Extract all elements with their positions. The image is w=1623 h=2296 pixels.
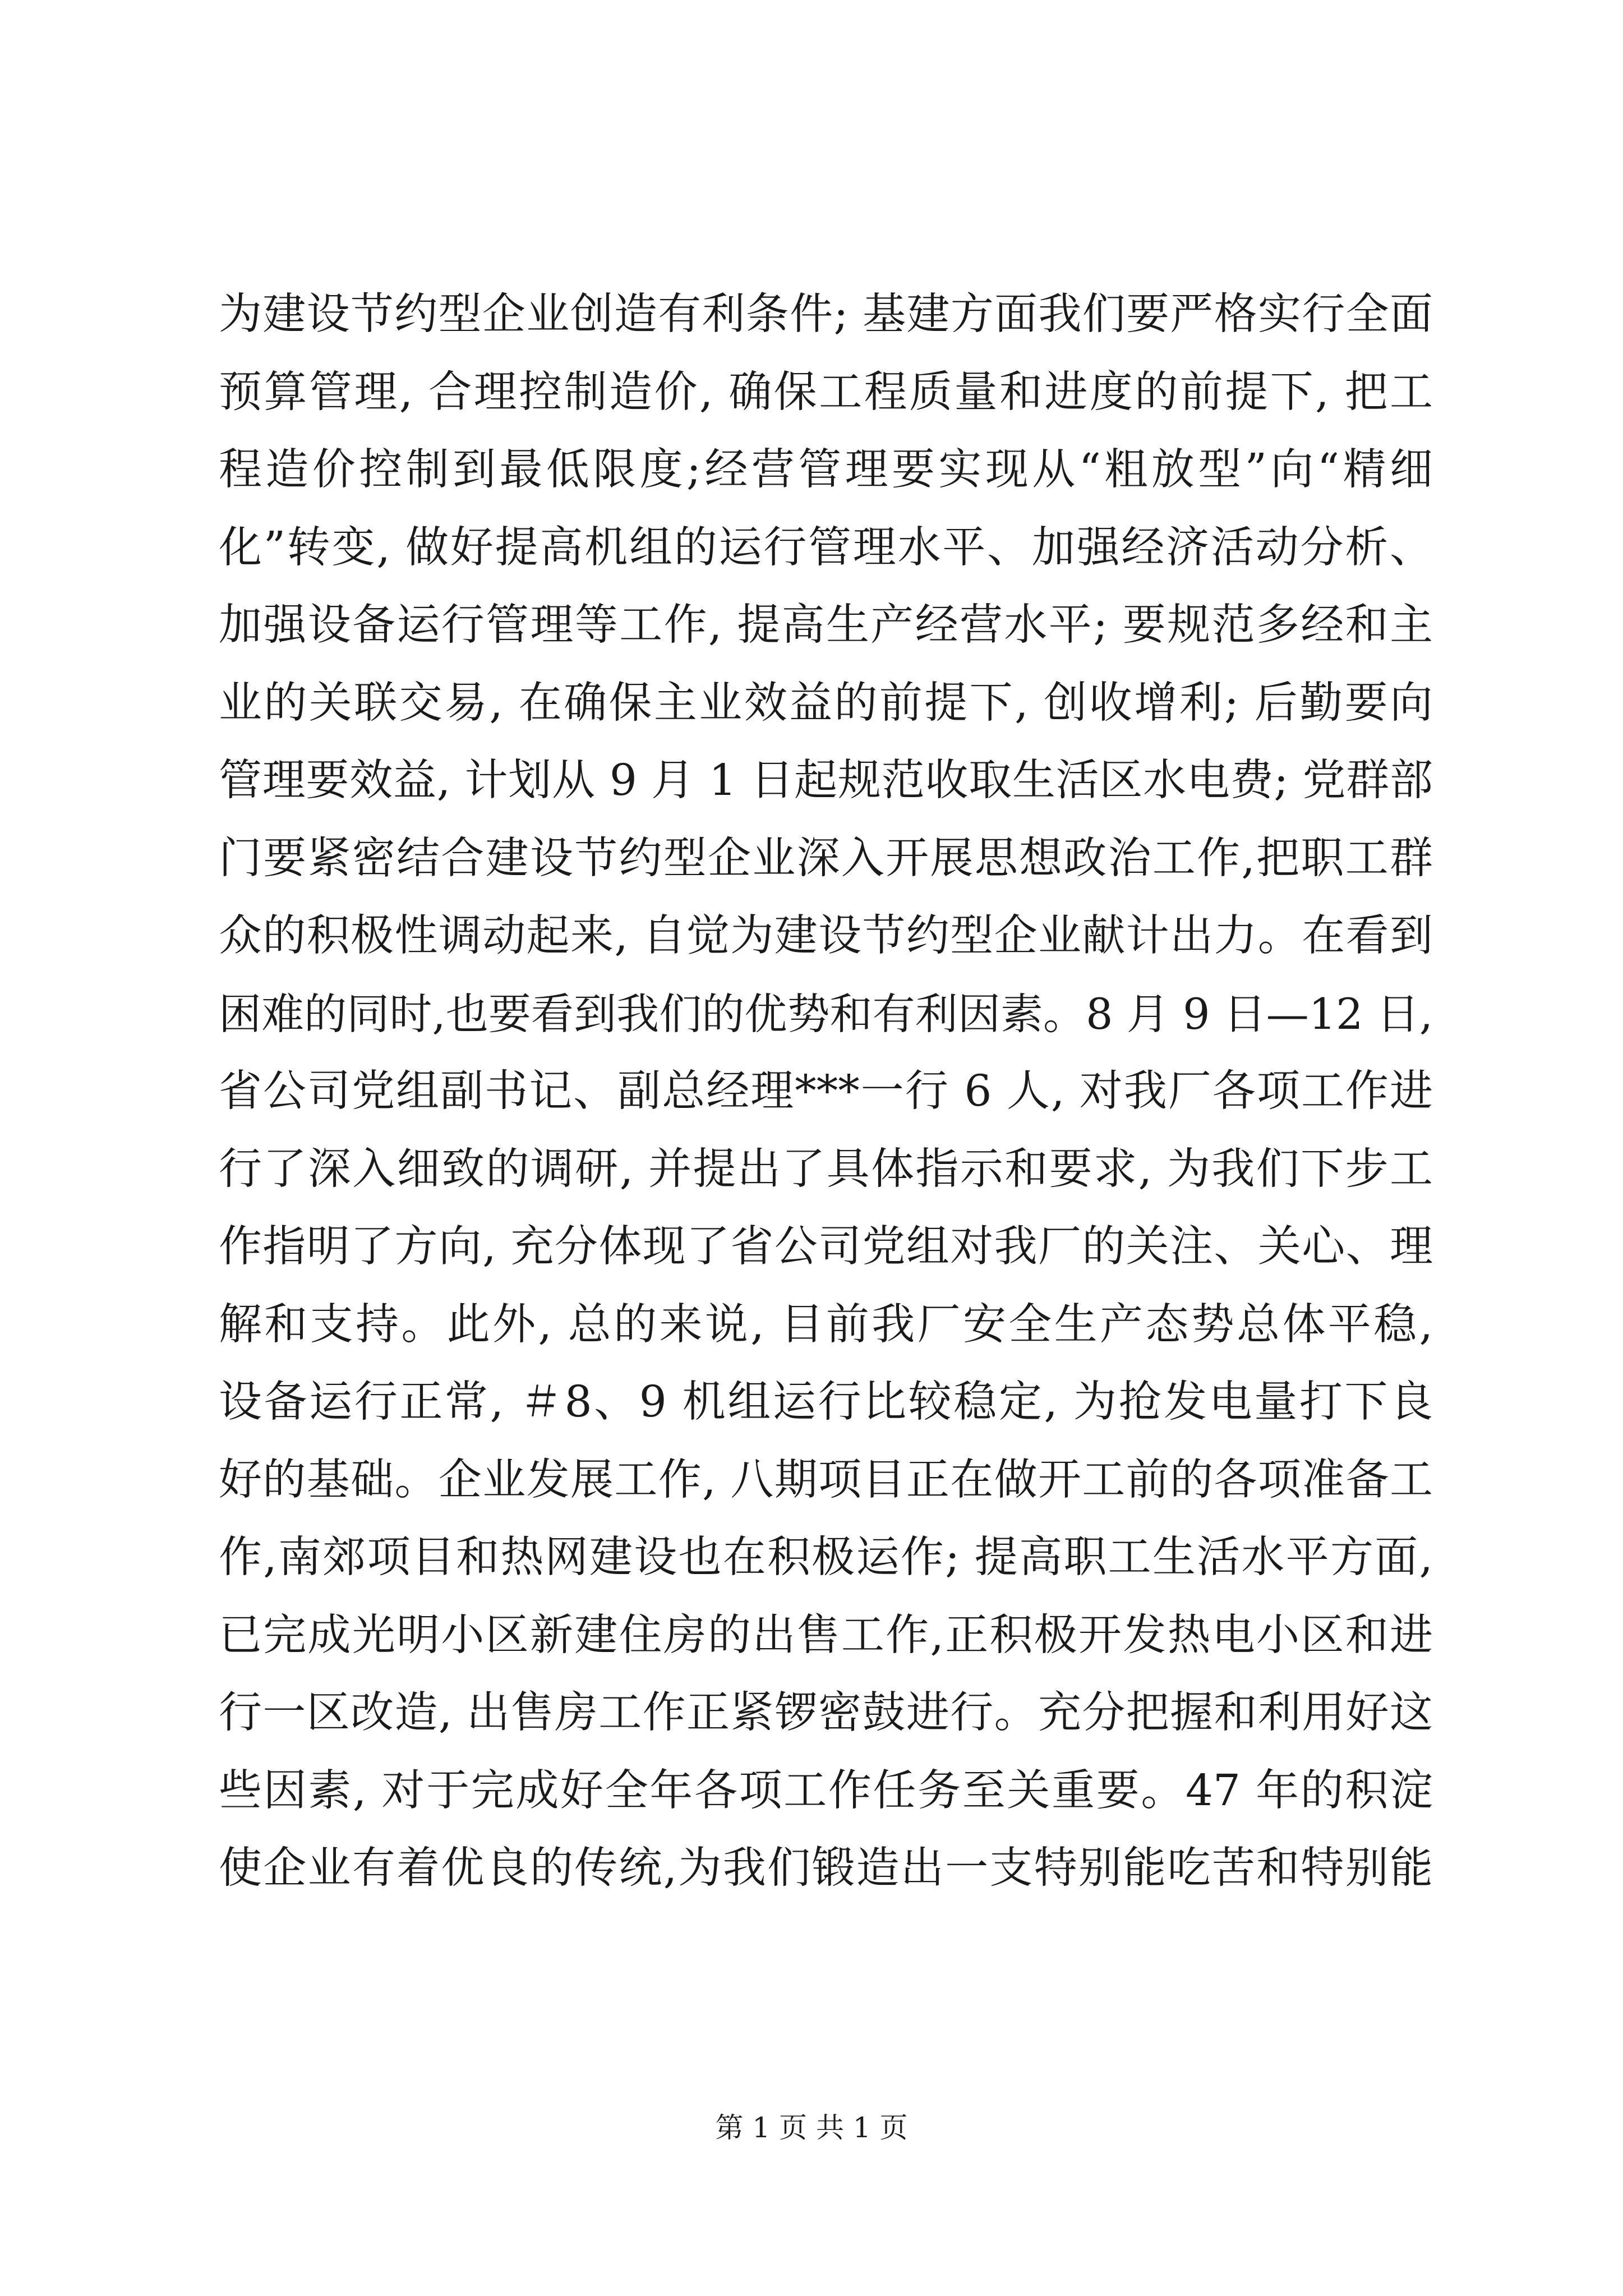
text-line: 为建设节约型企业创造有利条件; 基建方面我们要严格实行全面 [219, 289, 1433, 339]
text-line: 管理要效益, 计划从 9 月 1 日起规范收取生活区水电费; 党群部 [219, 756, 1433, 806]
text-line: 业的关联交易, 在确保主业效益的前提下, 创收增利; 后勤要向 [219, 678, 1433, 728]
text-line: 程造价控制到最低限度;经营管理要实现从“粗放型”向“精细 [219, 445, 1433, 495]
text-line: 作指明了方向, 充分体现了省公司党组对我厂的关注、关心、理 [219, 1222, 1433, 1272]
text-line: 行一区改造, 出售房工作正紧锣密鼓进行。充分把握和利用好这 [219, 1688, 1433, 1738]
text-line: 加强设备运行管理等工作, 提高生产经营水平; 要规范多经和主 [219, 600, 1433, 650]
text-line: 预算管理, 合理控制造价, 确保工程质量和进度的前提下, 把工 [219, 367, 1433, 417]
text-line: 行了深入细致的调研, 并提出了具体指示和要求, 为我们下步工 [219, 1144, 1433, 1194]
text-line: 设备运行正常, ＃8、9 机组运行比较稳定, 为抢发电量打下良 [219, 1377, 1433, 1427]
text-line: 作,南郊项目和热网建设也在积极运作; 提高职工生活水平方面, [219, 1533, 1433, 1582]
text-line: 化”转变, 做好提高机组的运行管理水平、加强经济活动分析、 [219, 522, 1433, 573]
text-line: 门要紧密结合建设节约型企业深入开展思想政治工作,把职工群 [219, 833, 1433, 884]
page-footer: 第 1 页 共 1 页 [715, 2111, 908, 2144]
text-line: 已完成光明小区新建住房的出售工作,正积极开发热电小区和进 [219, 1610, 1433, 1660]
text-line: 好的基础。企业发展工作, 八期项目正在做开工前的各项准备工 [219, 1455, 1433, 1505]
text-line: 困难的同时,也要看到我们的优势和有利因素。8 月 9 日—12 日, [219, 988, 1433, 1039]
text-line: 使企业有着优良的传统,为我们锻造出一支特别能吃苦和特别能 [219, 1843, 1433, 1893]
text-line: 众的积极性调动起来, 自觉为建设节约型企业献计出力。在看到 [219, 911, 1433, 961]
body-text [219, 276, 1433, 1908]
text-line: 些因素, 对于完成好全年各项工作任务至关重要。47 年的积淀 [219, 1765, 1433, 1816]
text-line: 解和支持。此外, 总的来说, 目前我厂安全生产态势总体平稳, [219, 1299, 1433, 1350]
text-line: 省公司党组副书记、副总经理***一行 6 人, 对我厂各项工作进 [219, 1066, 1433, 1116]
